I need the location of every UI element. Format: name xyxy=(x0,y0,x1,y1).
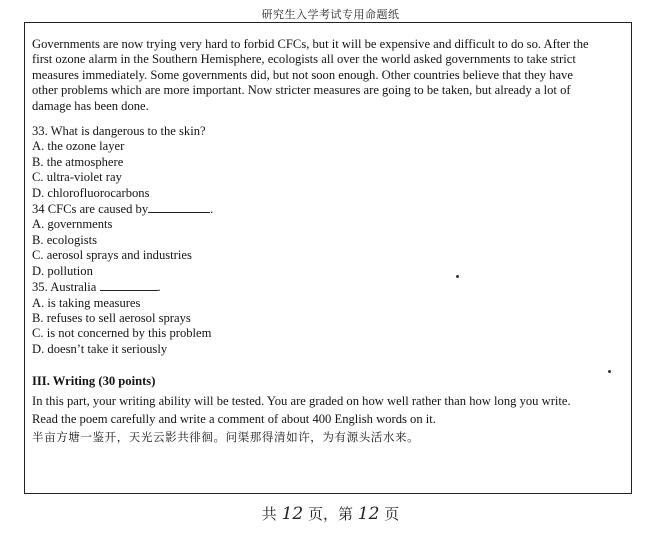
option-b: B. refuses to sell aerosol sprays xyxy=(32,310,191,325)
footer-middle: 页，第 xyxy=(307,505,353,523)
option-c: C. is not concerned by this problem xyxy=(32,326,212,341)
writing-instruction: Read the poem carefully and write a comment of about 400 English words on it. xyxy=(32,411,436,426)
passage-line: Governments are now trying very hard to forbid CFCs, but it will be expensive and difficult to do so. After the xyxy=(32,37,589,51)
total-pages: 12 xyxy=(281,504,304,524)
page-content xyxy=(32,37,630,446)
page-counter xyxy=(0,503,661,524)
exam-paper-header: 研究生入学考试专用命题纸 xyxy=(261,8,400,21)
passage-line: damage has been done. xyxy=(32,98,149,113)
question-34 xyxy=(32,201,630,279)
stray-mark xyxy=(608,370,611,373)
option-a: A. governments xyxy=(32,217,113,232)
option-a: A. is taking measures xyxy=(32,295,141,310)
footer-prefix: 共 xyxy=(261,505,277,523)
option-c: C. ultra-violet ray xyxy=(32,170,122,185)
option-b: B. ecologists xyxy=(32,232,98,247)
passage-line: measures immediately. Some governments did, but not soon enough. Other countries believe that they have xyxy=(32,67,573,82)
poem-text: 半亩方塘一鉴开，天光云影共徘徊。问渠那得清如许，为有源头活水来。 xyxy=(32,430,420,445)
reading-passage xyxy=(32,37,630,114)
option-c: C. aerosol sprays and industries xyxy=(32,248,192,263)
stray-mark xyxy=(456,275,459,278)
option-d: D. pollution xyxy=(32,263,93,278)
footer-suffix: 页 xyxy=(384,505,400,523)
writing-instruction: In this part, your writing ability will be tested. You are graded on how well rather than how long you write. xyxy=(32,393,571,408)
passage-line: other problems which are more important. Now stricter measures are going to be taken, but already a lot of xyxy=(32,83,571,98)
question-stem: 35. Australia . xyxy=(32,280,161,295)
question-stem: 33. What is dangerous to the skin? xyxy=(32,124,206,139)
current-page: 12 xyxy=(357,504,380,524)
writing-section-title: III. Writing (30 points) xyxy=(32,374,156,389)
option-a: A. the ozone layer xyxy=(32,139,125,154)
answer-blank xyxy=(100,279,158,291)
option-b: B. the atmosphere xyxy=(32,154,124,169)
answer-blank xyxy=(148,201,210,213)
option-d: D. chlorofluorocarbons xyxy=(32,185,150,200)
question-35 xyxy=(32,279,630,357)
passage-line: first ozone alarm in the Southern Hemisphere, ecologists all over the world asked governments to take strict xyxy=(32,52,576,67)
question-stem: 34 CFCs are caused by . xyxy=(32,202,214,217)
question-33 xyxy=(32,124,630,201)
option-d: D. doesn’t take it seriously xyxy=(32,341,168,356)
